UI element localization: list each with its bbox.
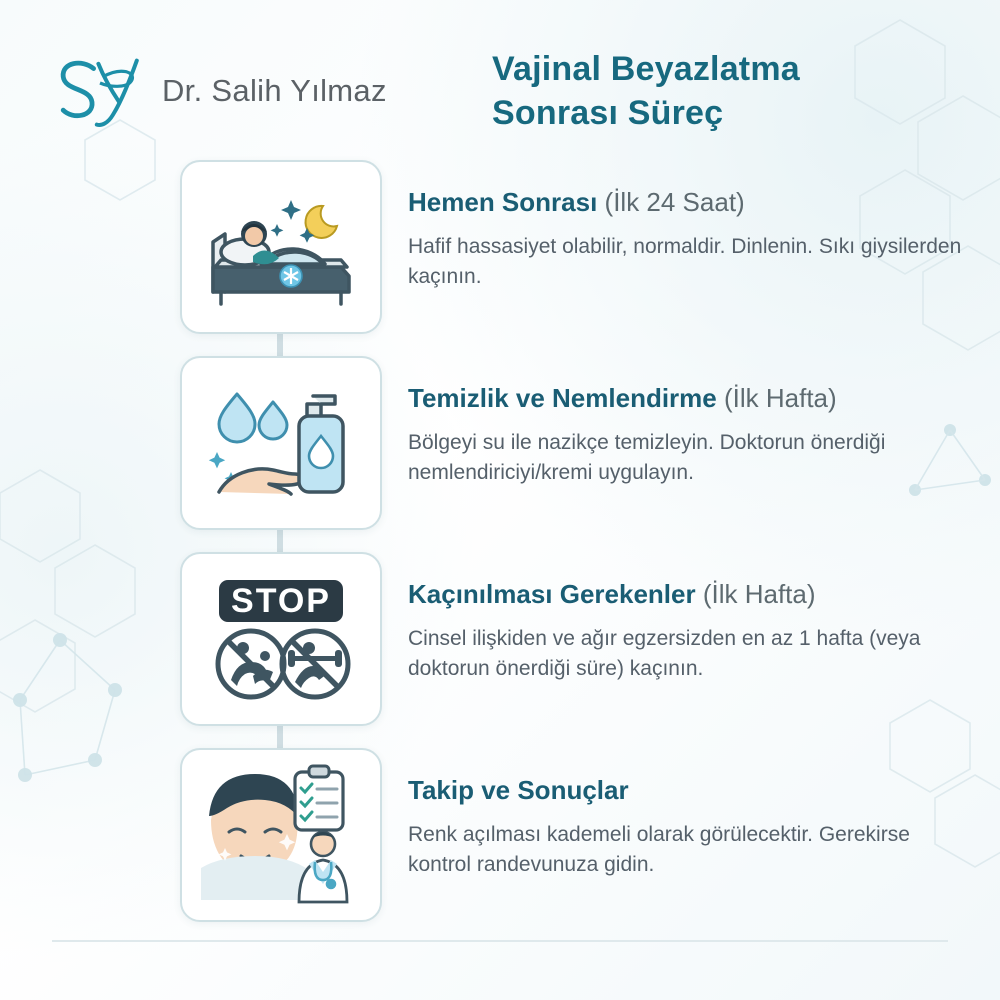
step-4-text [408,748,968,879]
step-3-title [408,578,968,612]
step-1-description: Hafif hassasiyet olabilir, normaldir. Dinlenin. Sıkı giysilerden kaçının. [408,234,962,288]
step-item [0,552,1000,726]
step-item [0,160,1000,334]
step-3-description: Cinsel ilişkiden ve ağır egzersizden en az 1 hafta (veya doktorun önerdiği süre) kaçının. [408,626,921,680]
step-item [0,748,1000,922]
step-3-title-sub: (İlk Hafta) [702,579,816,609]
step-1-title-sub: (İlk 24 Saat) [604,187,745,217]
brand-block [52,52,387,130]
step-1-icon-card [180,160,382,334]
step-2-title-main: Temizlik ve Nemlendirme [408,383,717,413]
patient-face-checklist-doctor-icon [191,760,371,910]
step-3-title-main: Kaçınılması Gerekenler [408,579,696,609]
resting-in-bed-night-icon [191,172,371,322]
step-1-title-main: Hemen Sonrası [408,187,598,217]
poster-title-line-1: Vajinal Beyazlatma [492,50,800,88]
step-2-title [408,382,968,416]
step-2-title-sub: (İlk Hafta) [723,383,837,413]
svg-text:STOP: STOP [231,582,331,620]
step-3-text [408,552,968,683]
hand-washing-soap-dispenser-icon [191,368,371,518]
step-2-icon-card [180,356,382,530]
footer-divider [52,940,948,942]
step-4-title-main: Takip ve Sonuçlar [408,775,629,805]
poster-title [492,48,962,135]
step-4-title [408,774,968,808]
step-item [0,356,1000,530]
step-4-description: Renk açılması kademeli olarak görülecektir. Gerekirse kontrol randevunuza gidin. [408,822,910,876]
step-3-icon-card [180,552,382,726]
poster-header [0,38,1000,148]
steps-list [0,160,1000,944]
brand-name: Dr. Salih Yılmaz [162,73,387,108]
step-2-text [408,356,968,487]
step-1-title [408,186,968,220]
sy-monogram-logo-icon [52,52,148,130]
stop-sign-no-intercourse-no-exercise-icon [191,564,371,714]
step-1-text [408,160,968,291]
step-2-description: Bölgeyi su ile nazikçe temizleyin. Doktorun önerdiği nemlendiriciyi/kremi uygulayın. [408,430,886,484]
poster-title-line-2: Sonrası Süreç [492,93,724,132]
step-4-icon-card [180,748,382,922]
